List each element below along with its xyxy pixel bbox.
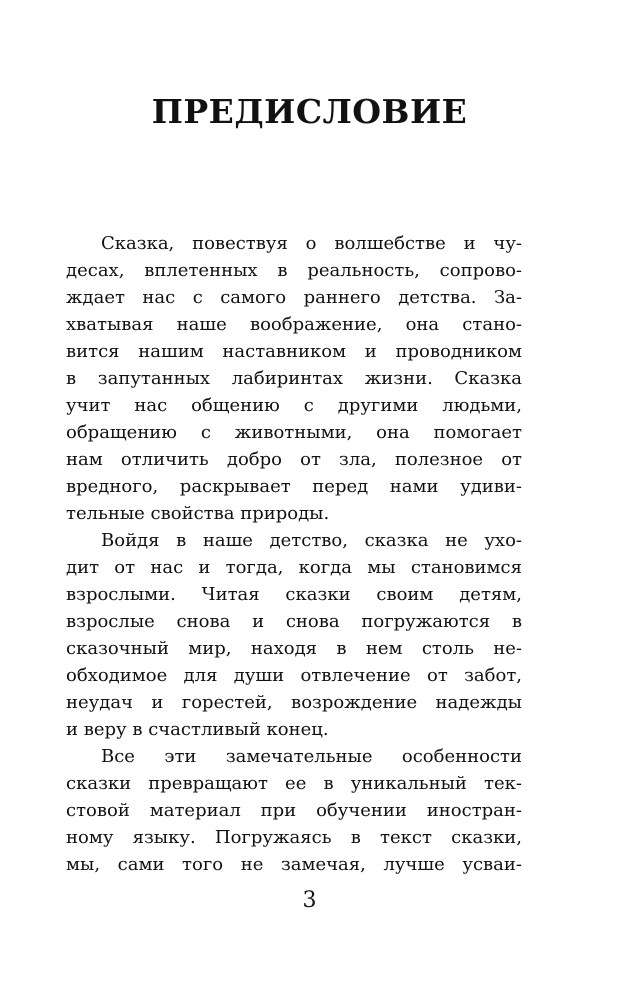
text-line: Все эти замечательные особенности xyxy=(101,746,522,767)
text-line: хватывая наше воображение, она стано- xyxy=(66,314,522,335)
text-line: ному языку. Погружаясь в текст сказки, xyxy=(66,827,522,848)
text-line: Сказка, повествуя о волшебстве и чу- xyxy=(101,233,522,254)
text-line: и веру в счастливый конец. xyxy=(66,719,329,740)
text-line: стовой материал при обучении иностран- xyxy=(66,800,522,821)
page-number: 3 xyxy=(302,888,317,913)
text-line: взрослые снова и снова погружаются в xyxy=(66,611,522,632)
text-line: учит нас общению с другими людьми, xyxy=(66,395,522,416)
text-line: обращению с животными, она помогает xyxy=(66,422,522,443)
text-line: взрослыми. Читая сказки своим детям, xyxy=(66,584,522,605)
text-line: в запутанных лабиринтах жизни. Сказка xyxy=(66,368,522,389)
text-line: сказочный мир, находя в нем столь не- xyxy=(66,638,522,659)
text-line: десах, вплетенных в реальность, сопрово- xyxy=(66,260,522,281)
text-line: мы, сами того не замечая, лучше усваи- xyxy=(66,854,522,875)
text-line: Войдя в наше детство, сказка не ухо- xyxy=(101,530,522,551)
text-line: ждает нас с самого раннего детства. За- xyxy=(66,287,522,308)
text-line: дит от нас и тогда, когда мы становимся xyxy=(66,557,522,578)
text-line: вится нашим наставником и проводником xyxy=(66,341,522,362)
text-line: сказки превращают ее в уникальный тек- xyxy=(66,773,522,794)
text-line: обходимое для души отвлечение от забот, xyxy=(66,665,522,686)
page-title: ПРЕДИСЛОВИЕ xyxy=(151,92,468,131)
body-text xyxy=(66,230,522,878)
text-line: нам отличить добро от зла, полезное от xyxy=(66,449,522,470)
text-line: вредного, раскрывает перед нами удиви- xyxy=(66,476,522,497)
text-line: тельные свойства природы. xyxy=(66,503,330,524)
text-line: неудач и горестей, возрождение надежды xyxy=(66,692,522,713)
